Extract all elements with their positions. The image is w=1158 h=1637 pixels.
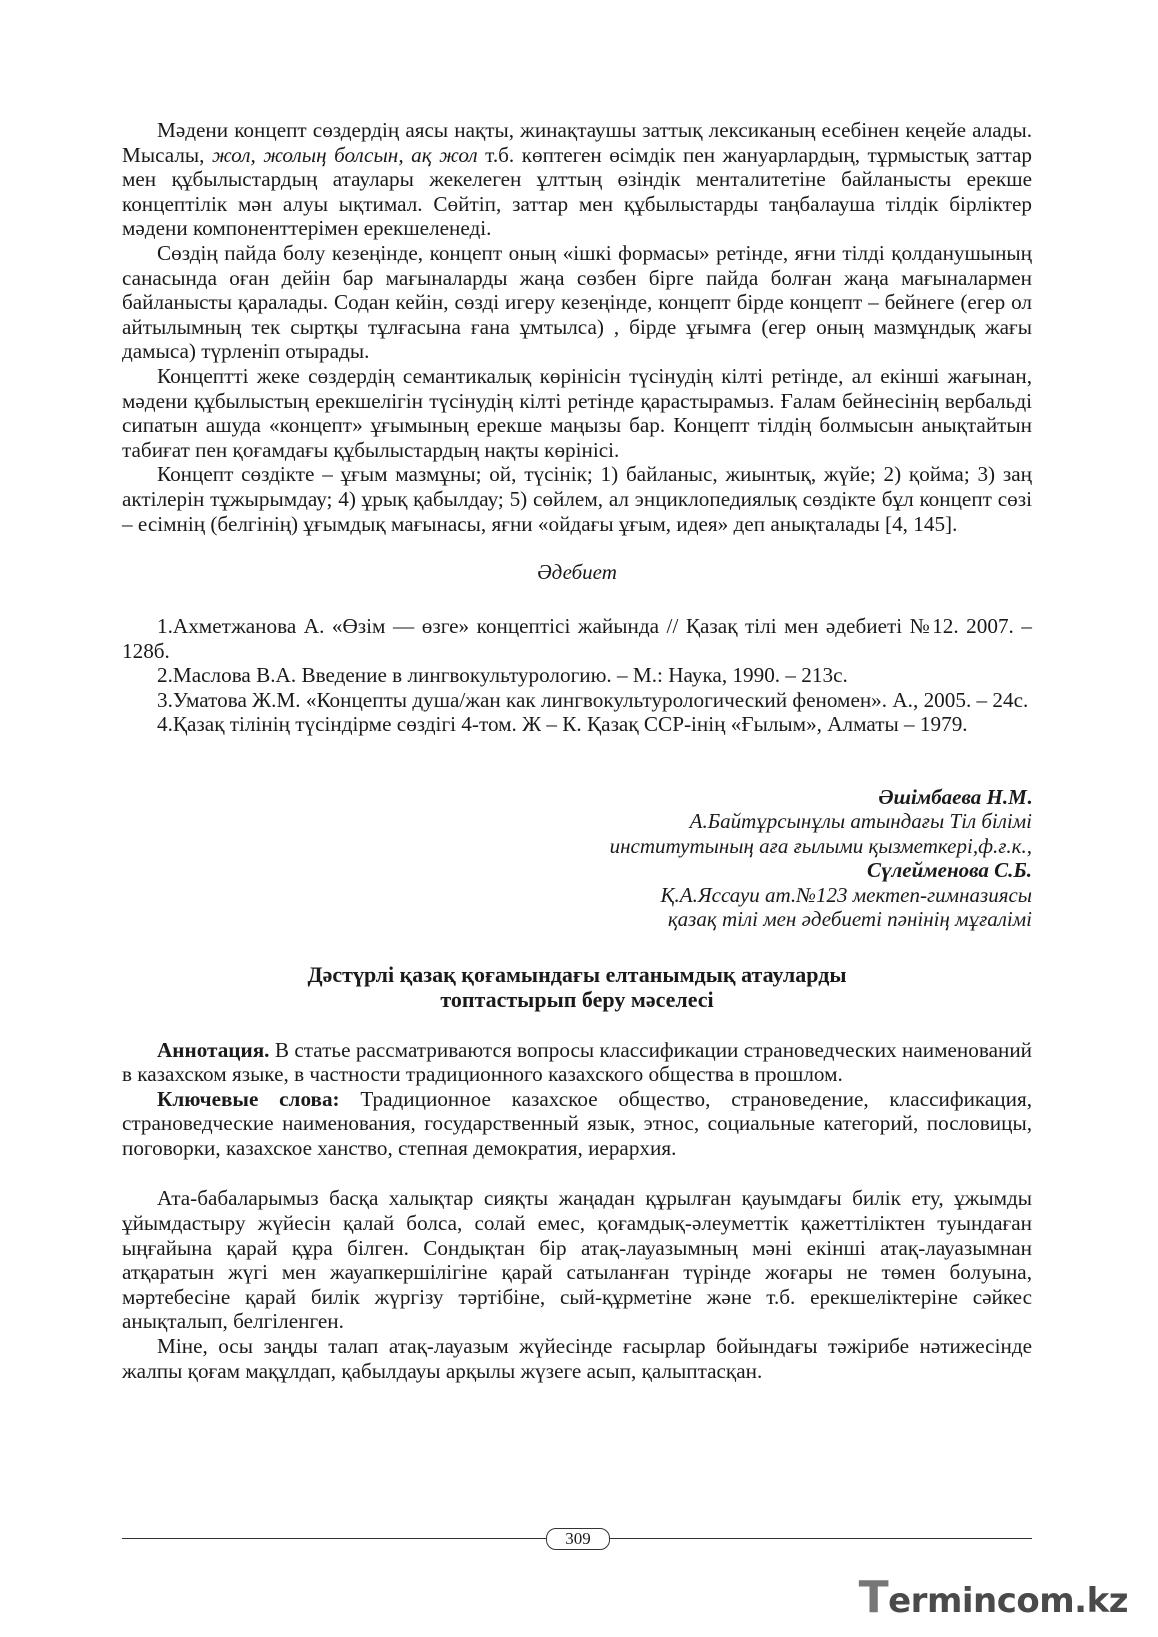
author-1-name: Әшімбаева Н.М. (878, 785, 1032, 810)
author-1-affiliation: А.Байтұрсынұлы атындағы Тіл білімі (689, 809, 1032, 834)
keywords-paragraph (122, 1087, 1032, 1161)
abstract-block (122, 1038, 1032, 1161)
article-body (122, 1186, 1032, 1383)
article-title-line-1: Дәстүрлі қазақ қоғамындағы елтанымдық атауларды (307, 961, 847, 987)
page-footer (122, 1528, 1032, 1548)
references-list (122, 614, 1032, 737)
annotation-text: В статье рассматриваются вопросы классификации страноведческих наименований в казахском языке, в частности традиционного казахского общества в прошлом. (122, 1037, 1032, 1087)
body-paragraph-3: Концептті жеке сөздердің семантикалық көрінісін түсінудің кілті ретінде, ал екінші жағынан, мәдени құбылыстың ерекшелігін түсінудің кілті ретінде қарастырамыз. Ғалам бейнесінің вербальді сипатын ашуда «концепт» ұғымының ерекше маңызы бар. Концепт тілдің болмысын анықтайтын табиғат пен қоғамдағы құбылыстардың нақты көрінісі. (122, 363, 1032, 462)
article-paragraph-2: Міне, осы заңды талап атақ-лауазым жүйесінде ғасырлар бойындағы тәжірибе нәтижесінде жалпы қоғам мақұлдап, қабылдауы арқылы жүзеге асып, қалыптасқан. (122, 1334, 1032, 1383)
reference-item: 3.Уматова Ж.М. «Концепты душа/жан как лингвокультурологический феномен». А., 2005. – 24с. (157, 687, 1029, 712)
annotation-paragraph (122, 1038, 1032, 1087)
paragraph-text: Мәдени концепт сөздердің аясы нақты, жинақтаушы заттық лексиканың есебінен кеңейе алады. Мысалы, (122, 118, 1032, 167)
author-2-name: Сүлейменова С.Б. (867, 858, 1032, 883)
author-2-affiliation: Қ.А.Яссауи ат.№123 мектеп-гимназиясы (660, 882, 1032, 907)
author-1-position: институтының аға ғылыми қызметкері,ф.ғ.к., (609, 833, 1032, 858)
page-number: 309 (546, 1528, 610, 1550)
termincom-logo: Termincom.kz (858, 1572, 1128, 1623)
keywords-label: Ключевые слова: (157, 1086, 340, 1111)
annotation-label: Аннотация. (157, 1037, 270, 1062)
references-heading: Әдебиет (537, 560, 617, 585)
reference-item: 4.Қазақ тілінің түсіндірме сөздігі 4-том. Ж – К. Қазақ ССР-інің «Ғылым», Алматы – 1979. (157, 712, 968, 737)
article-paragraph-1: Ата-бабаларымыз басқа халықтар сияқты жаңадан құрылған қауымдағы билік ету, ұжымды ұйымдастыру жүйесін қалай болса, солай емес, қоғамдық-әлеуметтік қажеттіліктен туындаған ыңғайына қарай құра білген. Сондықтан бір атақ-лауазымның мәні екінші атақ-лауазымнан атқаратын жүгі мен жауапкершілігіне қарай сатыланған түрінде жоғары не төмен болуына, мәртебесіне қарай билік жүргізу тәртібіне, сый-құрметіне және т.б. ерекшеліктеріне сәйкес анықталып, белгіленген. (122, 1186, 1032, 1334)
italic-phrase: жол, жолың болсын, ақ жол (211, 142, 478, 167)
reference-item: 2.Маслова В.А. Введение в лингвокультурологию. – М.: Наука, 1990. – 213с. (157, 663, 848, 688)
page-content (122, 118, 1032, 1383)
reference-item: 1.Ахметжанова А. «Өзім — өзге» концептісі жайында // Қазақ тілі мен әдебиеті №12. 2007. – 128б. (122, 614, 1032, 663)
body-paragraph-1 (122, 118, 1032, 241)
body-paragraph-2: Сөздің пайда болу кезеңінде, концепт оның «ішкі формасы» ретінде, яғни тілді қолданушының санасында оған дейін бар мағыналарды жаңа сөзбен бірге пайда болған жаңа мағыналармен байланысты қаралады. Содан кейін, сөзді игеру кезеңінде, концепт бірде концепт – бейнеге (егер ол айтылымның тек сыртқы тұлғасына ғана ұмтылса) , бірде ұғымға (егер оның мазмұндық жағы дамыса) түрленіп отырады. (122, 240, 1032, 364)
keywords-text: Традиционное казахское общество, страноведение, классификация, страноведческие наименования, государственный язык, этнос, социальные категорий, пословицы, поговорки, казахское ханство, степная демократия, иерархия. (122, 1086, 1033, 1160)
article-title-line-2: топтастырып беру мәселесі (440, 986, 714, 1012)
body-paragraph-4: Концепт сөздікте – ұғым мазмұны; ой, түсінік; 1) байланыс, жиынтық, жүйе; 2) қойма; 3) заң актілерін тұжырымдау; 4) ұрық қабылдау; 5) сөйлем, ал энциклопедиялық сөздікте бұл концепт сөзі – есімнің (белгінің) ұғымдық мағынасы, яғни «ойдағы ұғым, идея» деп анықталады [4, 145]. (122, 462, 1032, 536)
article-title (122, 962, 1032, 1012)
author-block (122, 785, 1032, 931)
author-2-position: қазақ тілі мен әдебиеті пәнінің мұғалімі (667, 907, 1032, 932)
paragraph-text: т.б. көптеген өсімдік пен жануарлардың, тұрмыстық заттар мен құбылыстардың атаулары жекелеген ұлттың өзіндік менталитетіне байланысты ерекше концептілік мән алуы ықтимал. Сөйтіп, заттар мен құбылыстарды таңбалауша тілдік бірліктер мәдени компоненттерімен ерекшеленеді. (122, 142, 1032, 241)
